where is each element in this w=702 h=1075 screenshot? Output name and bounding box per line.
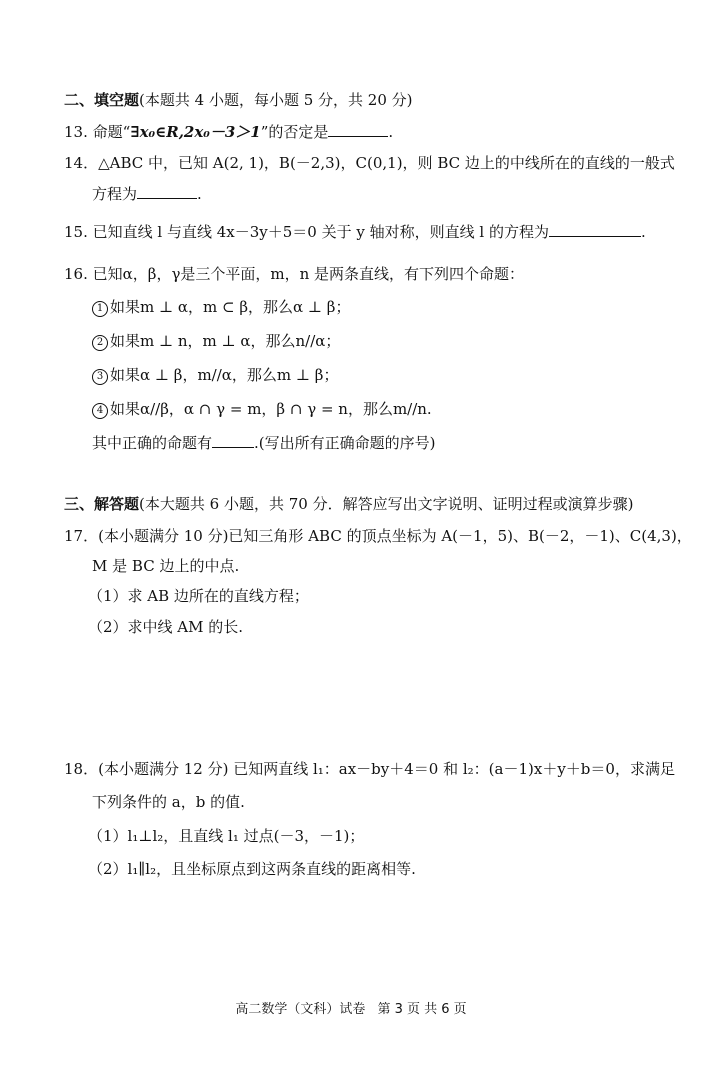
q14-answer-blank[interactable]: [137, 184, 197, 199]
question-13: [64, 122, 393, 142]
footer-title: 高二数学（文科）试卷: [235, 1002, 366, 1017]
footer-page-number: 第 3 页 共 6 页: [377, 1002, 467, 1017]
page-footer: [0, 998, 702, 1017]
q18-line1: (本小题满分 12 分) 已知两直线 l₁：ax－by＋4＝0 和 l₂：(a－1)x＋y＋b＝0，求满足: [98, 760, 675, 778]
q17-sub1: [88, 586, 309, 606]
question-15: [64, 222, 646, 242]
circled-number-3: 3: [92, 369, 108, 385]
q14-line2-end: .: [197, 185, 202, 203]
q18-sub2-text: （2）l₁∥l₂，且坐标原点到这两条直线的距离相等.: [88, 860, 416, 878]
q18-number: 18．: [64, 760, 99, 778]
circled-number-2: 2: [92, 335, 108, 351]
section3-title: 三、解答题: [64, 495, 140, 513]
q16-ask: [92, 433, 436, 453]
section2-desc: (本题共 4 小题，每小题 5 分，共 20 分): [139, 91, 413, 109]
q16-number: 16.: [64, 265, 88, 283]
q14-line2-pre: 方程为: [92, 185, 138, 203]
section3-heading: [64, 494, 633, 514]
q16-proposition-4-text: 如果α//β，α ∩ γ = m，β ∩ γ = n，那么m//n.: [110, 400, 432, 418]
q14-line1: △ABC 中，已知 A(2, 1)，B(－2,3)，C(0,1)，则 BC 边上的中线所在的直线的一般式: [98, 154, 675, 172]
q15-text: 已知直线 l 与直线 4x－3y＋5＝0 关于 y 轴对称，则直线 l 的方程为: [92, 223, 549, 241]
q13-number: 13.: [64, 123, 88, 141]
q17-sub2-text: （2）求中线 AM 的长.: [88, 618, 244, 636]
q17-line1: (本小题满分 10 分)已知三角形 ABC 的顶点坐标为 A(－1，5)、B(－2，－1)、C(4,3)，: [98, 527, 692, 545]
circled-number-1: 1: [92, 301, 108, 317]
q15-number: 15.: [64, 223, 88, 241]
q16-proposition-1-text: 如果m ⊥ α，m ⊂ β，那么α ⊥ β；: [110, 298, 351, 316]
section3-desc: (本大题共 6 小题，共 70 分．解答应写出文字说明、证明过程或演算步骤): [139, 495, 634, 513]
q16-proposition-1: [92, 297, 350, 317]
q17-line2: [92, 556, 239, 576]
question-14: [64, 153, 675, 173]
q16-intro: 已知α，β，γ是三个平面，m，n 是两条直线，有下列四个命题：: [92, 265, 525, 283]
q18-sub1: [88, 826, 364, 846]
question-16: [64, 264, 524, 284]
q16-answer-blank[interactable]: [212, 433, 254, 448]
section2-heading: [64, 90, 413, 110]
q16-proposition-3: [92, 365, 338, 385]
q18-line2: [92, 792, 245, 812]
q13-post: ”的否定是: [260, 123, 329, 141]
q13-answer-blank[interactable]: [328, 122, 388, 137]
question-14-line2: [92, 184, 202, 204]
q18-sub1-text: （1）l₁⊥l₂，且直线 l₁ 过点(－3，－1)；: [88, 827, 365, 845]
section2-title: 二、填空题: [64, 91, 140, 109]
question-18: [64, 759, 675, 779]
q17-sub1-text: （1）求 AB 边所在的直线方程；: [88, 587, 309, 605]
q16-proposition-2-text: 如果m ⊥ n，m ⊥ α，那么n//α；: [110, 332, 341, 350]
q17-number: 17．: [64, 527, 99, 545]
q16-proposition-2: [92, 331, 340, 351]
q13-pre: 命题“: [92, 123, 131, 141]
q17-line2-text: M 是 BC 边上的中点.: [92, 557, 240, 575]
q13-math: ∃x₀∈R,2x₀－3＞1: [130, 123, 261, 141]
q18-sub2: [88, 859, 416, 879]
q16-ask-post: .(写出所有正确命题的序号): [254, 434, 436, 452]
q14-number: 14．: [64, 154, 99, 172]
q17-sub2: [88, 617, 243, 637]
q16-proposition-4: [92, 399, 432, 419]
q13-end: .: [388, 123, 394, 141]
q15-end: .: [640, 223, 646, 241]
q16-ask-pre: 其中正确的命题有: [92, 434, 213, 452]
q15-answer-blank[interactable]: [549, 222, 641, 237]
circled-number-4: 4: [92, 403, 108, 419]
question-17: [64, 526, 692, 546]
q16-proposition-3-text: 如果α ⊥ β，m//α，那么m ⊥ β；: [110, 366, 339, 384]
q18-line2-text: 下列条件的 a，b 的值.: [92, 793, 245, 811]
